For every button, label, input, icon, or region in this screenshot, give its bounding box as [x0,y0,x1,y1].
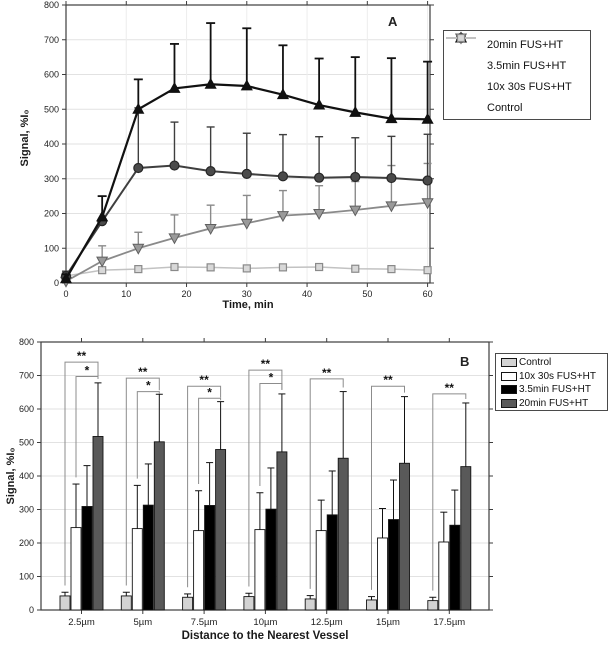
panel-b [19,337,493,628]
legend-item-10x30s [444,76,590,97]
panel-a-ylabel: Signal, %I₀ [19,109,31,167]
x-tick-label: 20 [181,289,192,299]
bar [255,530,265,610]
significance-stars: ** [260,357,271,372]
square-marker-icon [450,101,484,115]
panel-a [44,0,434,299]
bar [244,597,254,610]
y-tick-label: 700 [18,370,34,381]
bar [121,596,131,610]
y-tick-label: 500 [43,104,59,115]
category-label: 17.5µm [433,617,466,628]
legend-label: 3.5min FUS+HT [487,59,567,72]
category-label: 12.5µm [310,617,343,628]
x-tick-label: 0 [63,289,69,299]
bar [132,529,142,610]
category-label: 5µm [133,617,153,628]
significance-stars: ** [199,373,209,388]
category-label: 15µm [376,617,400,628]
20min-swatch-icon [501,399,517,408]
3-5min-swatch-icon [501,385,517,394]
y-tick-label: 0 [53,278,59,288]
y-tick-label: 200 [18,538,34,548]
y-tick-label: 600 [18,404,34,414]
y-tick-label: 100 [18,571,34,582]
bar [338,458,348,610]
legend-item-3-5min [496,383,607,397]
x-tick-label: 10 [121,289,132,299]
significance-stars: ** [383,373,393,388]
significance-stars: ** [322,365,332,380]
panel-a-xlabel: Time, min [222,299,274,311]
bar [216,450,226,610]
significance-stars: * [145,378,151,393]
10x30s-swatch-icon [501,372,517,381]
bar [277,452,287,610]
y-tick-label: 400 [18,471,34,481]
y-tick-label: 800 [18,337,34,347]
bar [450,525,460,610]
y-tick-label: 0 [28,605,34,615]
bar [316,531,326,610]
x-tick-label: 60 [422,289,433,299]
bar [60,596,70,610]
legend-item-3-5min [444,55,590,76]
legend-item-10x30s [496,370,607,384]
x-tick-label: 30 [241,289,252,299]
y-tick-label: 700 [43,34,59,45]
y-tick-label: 100 [43,243,59,254]
y-tick-label: 200 [43,208,59,219]
legend-item-control [496,356,607,370]
legend-label: 20min FUS+HT [519,397,589,409]
legend-label: Control [519,357,552,369]
bar [378,538,388,610]
category-label: 10µm [253,617,278,628]
panel-b-xlabel: Distance to the Nearest Vessel [181,630,349,642]
bar [82,506,92,610]
bar [205,505,215,610]
legend-label: 3.5min FUS+HT [519,384,591,396]
bar [367,600,377,610]
x-tick-label: 40 [302,289,313,299]
panel-b-label: B [460,354,470,369]
category-label: 2.5µm [68,617,95,628]
control-swatch-icon [501,358,517,367]
bar [93,436,103,610]
category-label: 7.5µm [190,617,218,628]
bar [428,601,438,610]
y-tick-label: 300 [43,173,59,184]
legend-item-control [444,97,590,118]
bar [183,597,193,610]
bar [461,467,471,610]
circle-marker-icon [450,59,484,73]
bar [194,531,204,610]
significance-stars: * [268,370,274,385]
panel-b-legend [495,353,608,411]
legend-label: Control [487,101,523,114]
y-tick-label: 800 [43,0,59,10]
bar [389,520,399,610]
panel-a-grid [66,5,430,283]
x-tick-label: 50 [362,289,373,299]
bar [266,509,276,610]
bar [143,505,153,610]
significance-stars: * [207,385,212,400]
panel-a-label: A [388,14,398,29]
y-tick-label: 500 [18,437,34,448]
legend-item-20min [496,397,607,411]
significance-stars: * [84,363,90,378]
y-tick-label: 300 [18,504,34,515]
significance-stars: ** [138,365,148,380]
y-tick-label: 400 [43,139,59,149]
legend-label: 20min FUS+HT [487,38,564,51]
legend-label: 10x 30s FUS+HT [519,370,596,382]
bar [439,542,449,610]
bar [327,515,337,610]
panel-b-ylabel: Signal, %I₀ [5,447,17,505]
significance-stars: ** [444,380,454,395]
bar [154,442,164,610]
bar [305,599,315,610]
bar [400,463,410,610]
y-tick-label: 600 [43,69,59,80]
bar [71,528,81,610]
triangle-down-marker-icon [450,80,484,94]
significance-stars: ** [76,349,87,364]
legend-label: 10x 30s FUS+HT [487,80,572,93]
panel-a-legend [443,30,591,120]
